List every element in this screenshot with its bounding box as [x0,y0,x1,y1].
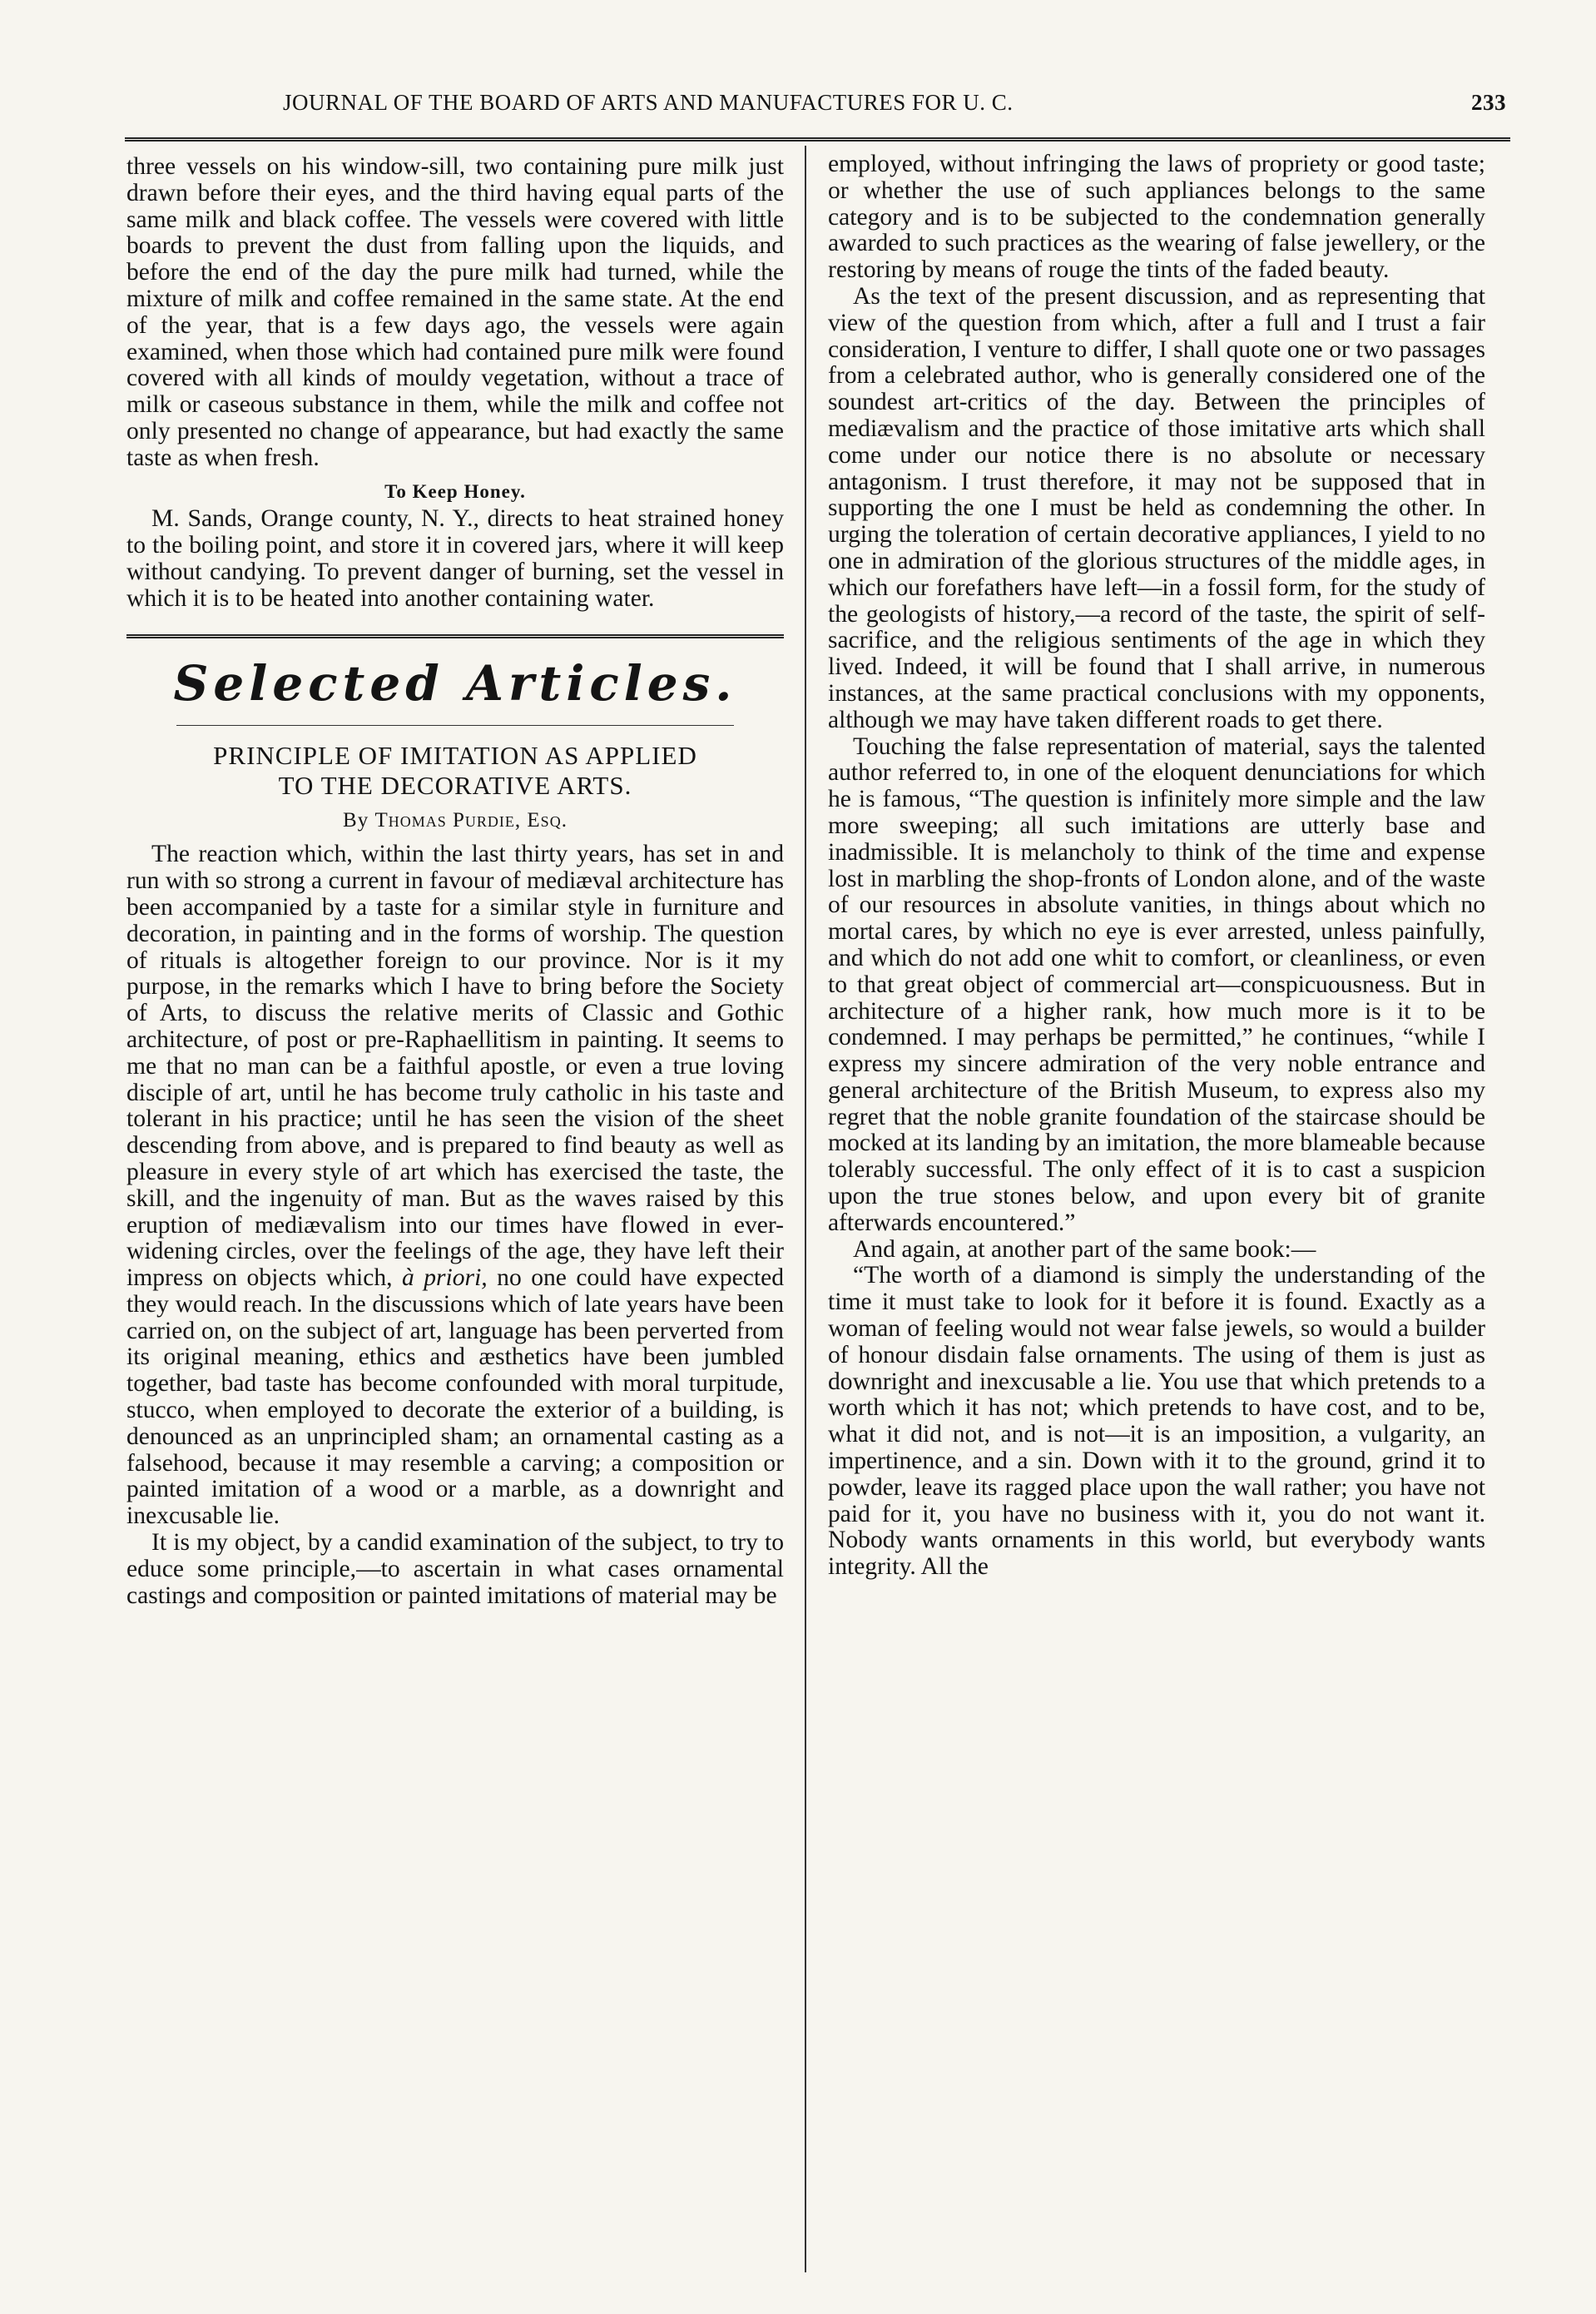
article-paragraph-1-b: no one could have expected they would reach. In the discussions which of late years have been carried on, on the subject of art, language has been perverted from its original meaning, ethics and æsthetics have been jumbled together, bad taste has become confounded with moral turpitude, stucco, when employed to decorate the exterior of a building, is denounced as an unprincipled sham; an ornamental casting as a falsehood, because it may resemble a carving; a composition or painted imitation of a wood or a marble, as a downright and inexcusable lie. [126,1264,785,1530]
page-number: 233 [1471,90,1506,115]
right-column [828,151,1485,1581]
article-paragraph-1-a: The reaction which, within the last thirty years, has set in and run with so strong a current in favour of mediæval architecture has been accompanied by a taste for a similar style in furniture and decoration, in painting and in the forms of worship. The question of rituals is altogether foreign to our province. Nor is it my purpose, in the remarks which I have to bring before the Society of Arts, to discuss the relative merits of Classic and Gothic architecture, of post or pre-Raphaellitism in painting. It seems to me that no man can be a faithful apostle, or even a true loving disciple of art, until he has become truly catholic in his taste and tolerant in his practice; until he has seen the vision of the sheet descending from above, and is prepared to find beauty as well as pleasure in every style of art which has exercised the taste, the skill, and the ingenuity of man. But as the waves raised by this eruption of mediævalism into our times have flowed in ever-widening circles, over the feelings of the age, they have left their impress on objects which, [126,841,784,1292]
honey-heading: To Keep Honey. [384,480,526,502]
article-title [126,741,784,801]
again-paragraph: And again, at another part of the same book:— [853,1235,1316,1263]
milk-paragraph: three vessels on his window-sill, two containing pure milk just drawn before their eyes, and the third having equal parts of the same milk and black coffee. The vessels were covered with little boards to prevent the dust from falling upon the liquids, and before the end of the day the pure milk had turned, while the mixture of milk and coffee remained in the same state. At the end of the year, that is a few days ago, the vessels were again examined, when those which had contained pure milk were found covered with all kinds of mouldy vegetation, without a trace of milk or caseous substance in them, while the milk and coffee not only presented no change of appearance, but had exactly the same taste as when fresh. [126,153,784,471]
article-paragraph-2: It is my object, by a candid examination of the subject, to try to educe some principle,—to ascertain in what cases ornamental castings and composition or painted imitations of material may be [126,1529,784,1609]
byline-author: Thomas Purdie, Esq. [374,808,568,832]
section-title: Selected Articles. [173,654,737,712]
section-rule [126,634,784,638]
left-column [126,154,784,1609]
running-head [125,83,1506,122]
diamond-quote-paragraph: “The worth of a diamond is simply the understanding of the time it must take to look for it before it is found. Exactly as a woman of feeling would not wear false jewels, so would a builder of honour disdain false ornaments. The using of them is just as downright and inexcusable a lie. You use that which pretends to a worth which it has not; which pretends to have cost, and to be, what it did not, and is not—it is an imposition, a vulgarity, an impertinence, and a sin. Down with it to the ground, grind it to powder, leave its ragged place upon the wall rather; you have not paid for it, you have no business with it, you do not want it. Nobody wants ornaments in this world, but everybody wants integrity. All the [828,1262,1485,1581]
touching-paragraph: Touching the false representation of material, says the talented author referred to, in one of the eloquent denunciations for which he is famous, “The question is infinitely more simple and the law more sweeping; all such imitations are utterly base and inadmissible. It is melancholy to think of the time and expense lost in marbling the shop-fronts of London alone, and of the waste of our resources in absolute vanities, in things about which no mortal cares, by which no eye is ever arrested, unless painfully, and which do not add one whit to comfort, or cleanliness, or even to that great object of commercial art—conspicuousness. But in architecture of a higher rank, how much more is it to be condemned. I may perhaps be permitted,” he continues, “while I express my sincere admiration of the very noble entrance and general architecture of the British Museum, to express also my regret that the noble granite foundation of the staircase should be mocked at its landing by an imitation, the more blameable because tolerably successful. The only effect of it is to cast a suspicion upon the true stones below, and upon every bit of granite afterwards encountered.” [828,732,1485,1236]
header-double-rule [125,137,1510,142]
honey-paragraph: M. Sands, Orange county, N. Y., directs to heat strained honey to the boiling point, and store it in covered jars, where it will keep without candying. To prevent danger of burning, set the vessel in which it is to be heated into another containing water. [126,505,784,612]
continued-paragraph: employed, without infringing the laws of propriety or good taste; or whether the use of such appliances belongs to the same category and is to be subjected to the condemnation generally awarded to such practices as the wearing of false jewellery, or the restoring by means of rouge the tints of the faded beauty. [828,151,1485,284]
column-divider [805,146,806,2272]
discussion-paragraph: As the text of the present discussion, and as representing that view of the question from which, after a full and I trust a fair consideration, I venture to differ, I shall quote one or two passages from a celebrated author, who is generally considered one of the soundest art-critics of the day. Between the principles of mediævalism and the practice of those imitative arts which shall come under our notice there is no absolute or necessary antagonism. I trust therefore, it may not be supposed that in supporting the one I must be held as condemning the other. In urging the toleration of certain decorative appliances, I yield to no one in admiration of the glorious structures of the middle ages, in which our forefathers have left—in a fossil form, for the study of the geologists of history,—a record of the taste, the spirit of self-sacrifice, and the religious sentiments of the age in which they lived. Indeed, it will be found that I shall arrive, in numerous instances, at the same practical conclusions with my opponents, although we may have taken different roads to get there. [828,282,1485,733]
byline-prefix: By [343,808,369,832]
journal-title: JOURNAL OF THE BOARD OF ARTS AND MANUFACTURES FOR U. C. [283,90,1014,115]
byline [126,807,784,834]
section-underline [176,725,734,726]
a-priori-italic: à priori, [401,1264,488,1292]
article-paragraph-1 [126,842,784,1530]
article-title-line2: TO THE DECORATIVE ARTS. [278,770,632,800]
article-title-line1: PRINCIPLE OF IMITATION AS APPLIED [213,740,697,770]
